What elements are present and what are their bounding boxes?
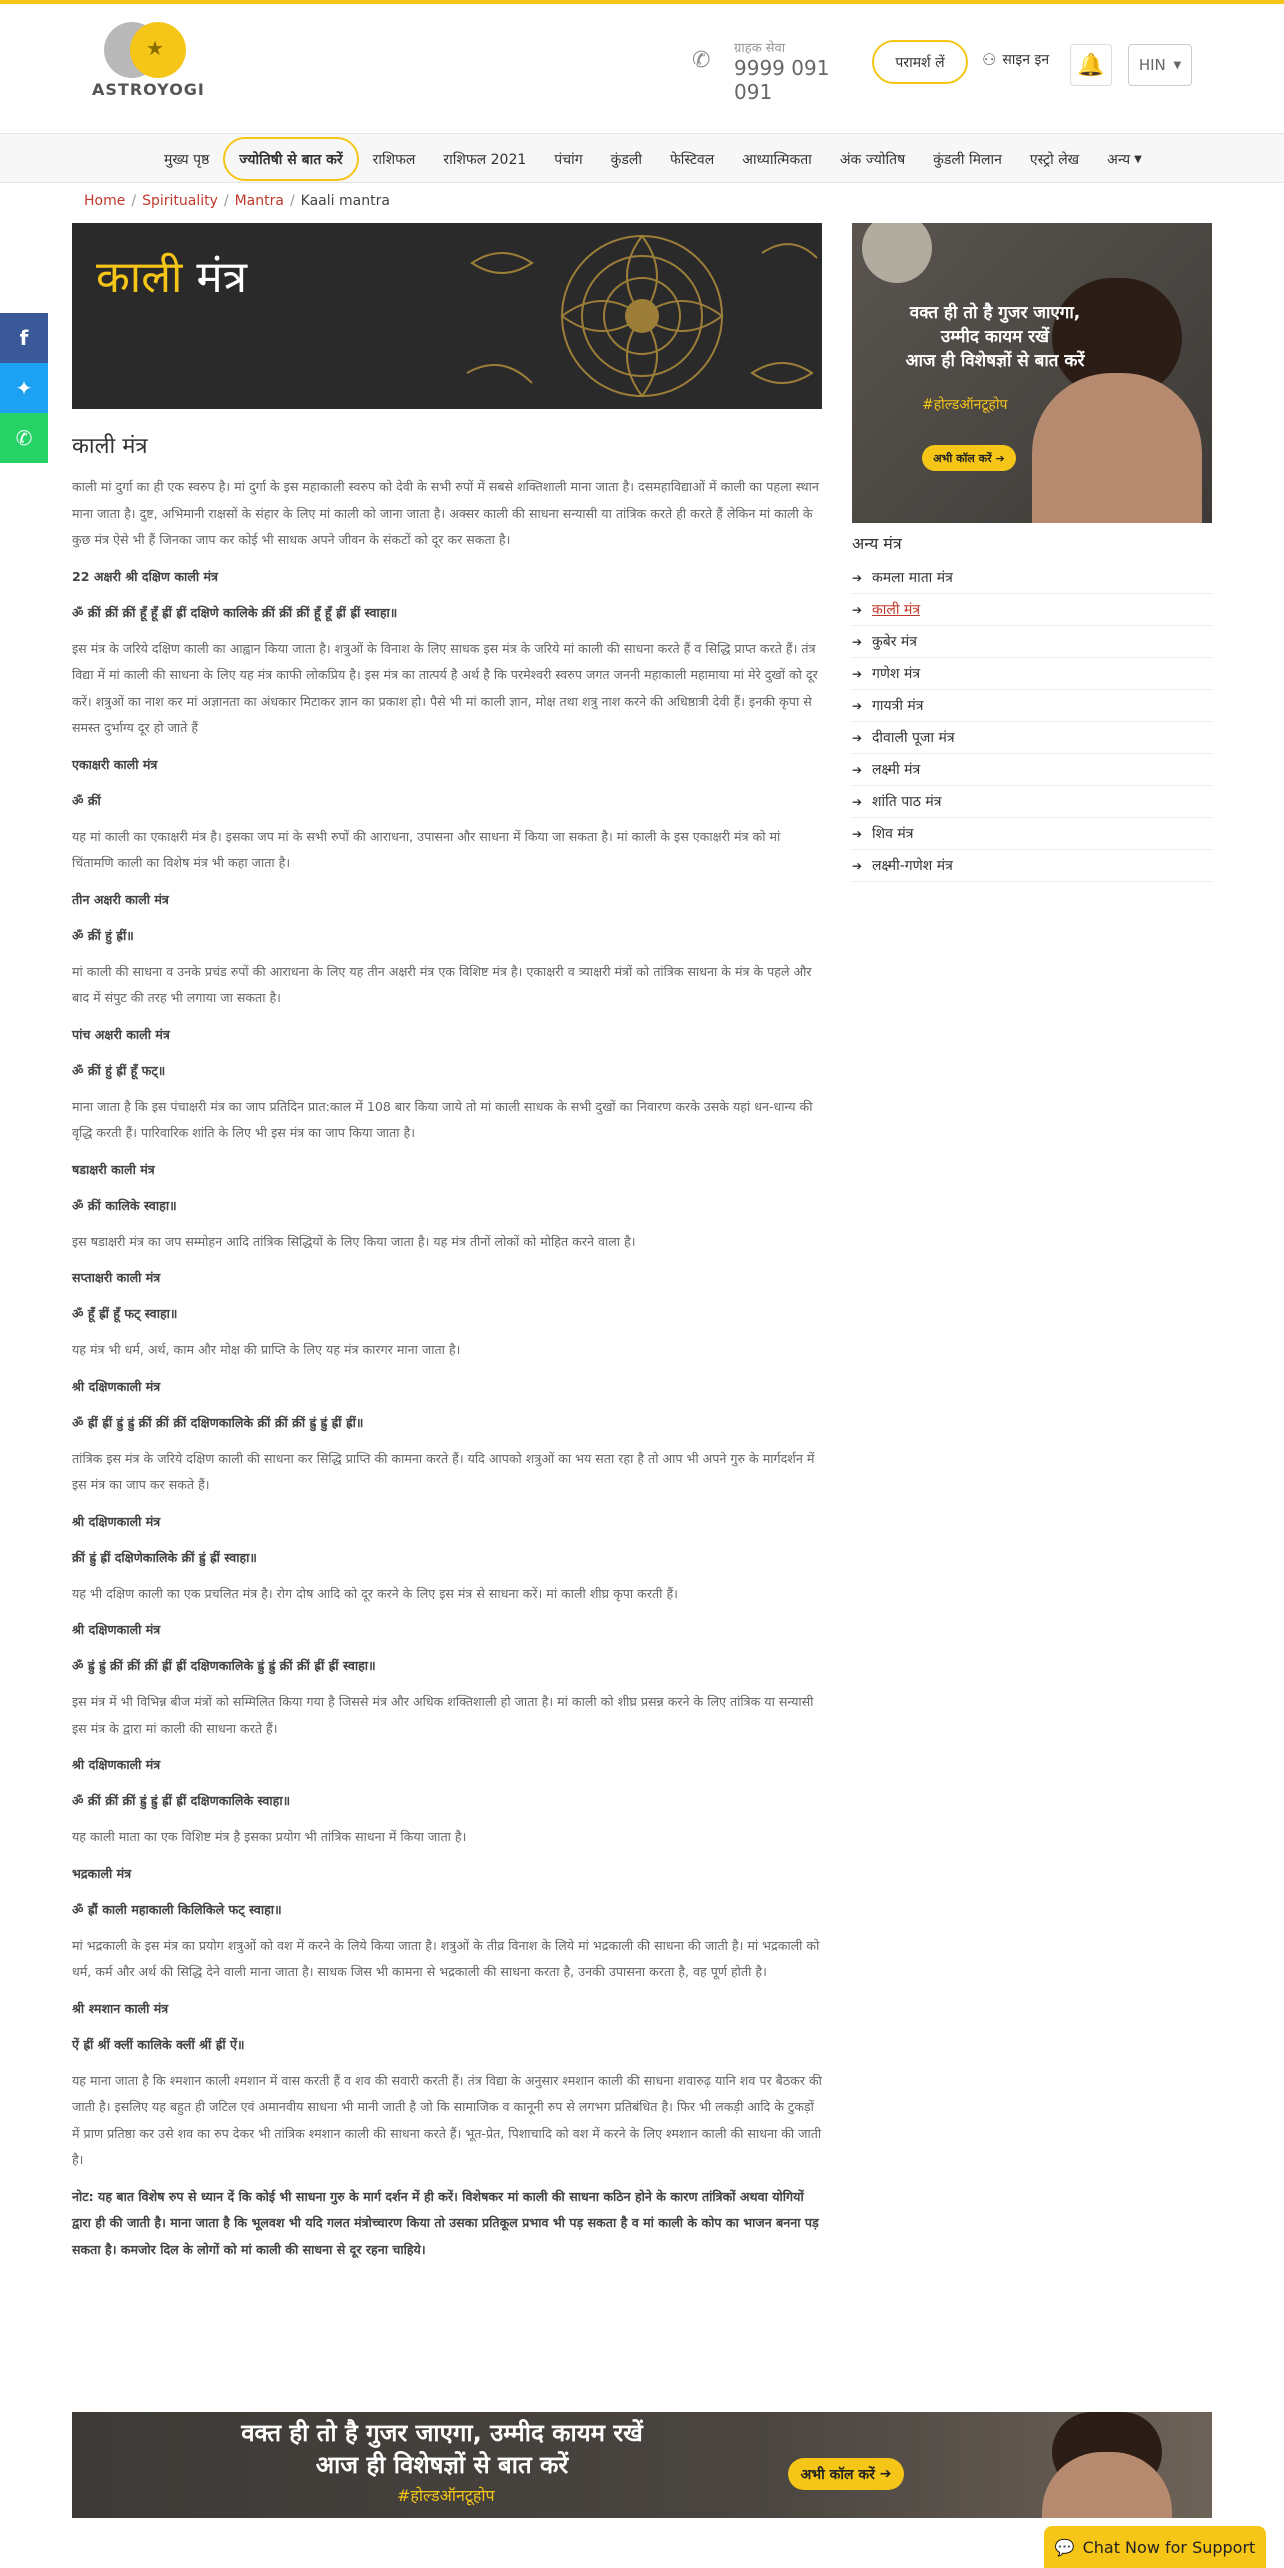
bottom-banner-call-button[interactable] — [788, 2458, 904, 2490]
bottom-banner-hashtag: #होल्डऑनटूहोप — [397, 2486, 495, 2505]
hero-title-rest: मंत्र — [196, 252, 248, 303]
chat-icon: 💬 — [1054, 2537, 1075, 2557]
social-share-bar — [0, 313, 48, 463]
article-paragraph: यह भी दक्षिण काली का एक प्रचलित मंत्र है। रोग दोष आदि को दूर करने के लिए इस मंत्र से साधना करें। मां काली शीघ्र कृपा करती हैं। — [72, 1585, 678, 1601]
article-body — [72, 474, 822, 2263]
article-heading: एकाक्षरी काली मंत्र — [72, 756, 158, 772]
arrow-right-icon: ➔ — [852, 858, 863, 873]
article-heading: ॐ ह्रुं ह्रुं क्रीं क्रीं क्रीं ह्रीं ह्रीं दक्षिणकालिके ह्रुं ह्रुं क्रीं क्रीं ह्रीं ह्रीं स्वाहा॥ — [72, 1658, 376, 1673]
arrow-right-icon: ➔ — [852, 730, 863, 745]
other-mantra-item[interactable] — [852, 562, 1212, 594]
banner-person-image — [1032, 373, 1202, 523]
nav-item-talk-to-astrologer[interactable]: ज्योतिषी से बात करें — [223, 137, 358, 181]
breadcrumb-home[interactable]: Home — [84, 193, 126, 209]
article-heading: षडाक्षरी काली मंत्र — [72, 1161, 155, 1177]
other-mantras-list — [852, 562, 1212, 882]
other-mantra-label: गणेश मंत्र — [872, 666, 921, 682]
helpline[interactable] — [692, 38, 862, 104]
article-heading: क्रीं ह्रुं ह्रीं दक्षिणेकालिके क्रीं ह्रुं ह्रीं स्वाहा॥ — [72, 1549, 257, 1565]
article-paragraph: यह काली माता का एक विशिष्ट मंत्र है इसका प्रयोग भी तांत्रिक साधना में किया जाता है। — [72, 1829, 467, 1844]
article-paragraph: तांत्रिक इस मंत्र के जरिये दक्षिण काली की साधना कर सिद्धि प्राप्ति की कामना करते हैं। यदि आपको शत्रुओं का भय सता रहा है तो आप भी अपने गुरु के मार्गदर्शन में इस मंत्र का जाप कर सकते हैं। — [72, 1450, 815, 1492]
nav-more-label: अन्य — [1107, 151, 1131, 168]
sidebar-banner-cta-label: अभी कॉल करें — [933, 451, 992, 465]
other-mantra-label: लक्ष्मी-गणेश मंत्र — [872, 858, 953, 874]
facebook-icon: f — [19, 326, 29, 350]
chevron-down-icon: ▼ — [1173, 59, 1182, 71]
nav-item-festival[interactable]: फेस्टिवल — [670, 151, 715, 168]
arrow-right-icon: ➔ — [852, 602, 863, 617]
article-heading: श्री दक्षिणकाली मंत्र — [72, 1757, 161, 1772]
other-mantra-item[interactable] — [852, 626, 1212, 658]
article-paragraph: इस मंत्र के जरिये दक्षिण काली का आह्वान किया जाता है। शत्रुओं के विनाश के लिए साधक इस मंत्र के जरिये मां काली की साधना करते हैं व सिद्धि प्राप्त करते हैं। तंत्र विद्या में मां काली की साधना के लिए यह मंत्र काफी लोकप्रिय है। इस मंत्र का तात्पर्य है अर्थ है कि परमेश्वरी स्वरुप जगत जननी महाकाली महामाया मां मेरे दुखों को दूर करें। शत्रुओं का नाश कर मां अज्ञानता का अंधकार मिटाकर ज्ञान का प्रकाश हो। पैसे भी मां काली ज्ञान, मोक्ष तथा शत्रु नाश करने की अधिष्ठात्री देवी हैं। इनकी कृपा से समस्त दुर्भाग्य दूर हो जाते हैं — [72, 640, 818, 735]
article-paragraph: इस षडाक्षरी मंत्र का जप सम्मोहन आदि तांत्रिक सिद्धियों के लिए किया जाता है। यह मंत्र तीनों लोकों को मोहित करने वाला है। — [72, 1233, 636, 1249]
article-paragraph: यह मां काली का एकाक्षरी मंत्र है। इसका जप मां के सभी रुपों की आराधना, उपासना और साधना में किया जा सकता है। मां काली के इस एकाक्षरी मंत्र को मां चिंतामणि काली का विशेष मंत्र भी कहा जाता है। — [72, 828, 781, 870]
article-paragraph: यह माना जाता है कि श्मशान काली श्मशान में वास करती हैं व शव की सवारी करती हैं। तंत्र विद्या के अनुसार श्मशान काली की साधना शवारुढ़ यानि शव पर बैठकर की जाती है। इसलिए यह बहुत ही जटिल एवं अमानवीय साधना भी मानी जाती है जो कि सामाजिक व कानूनी रुप से लगभग प्रतिबंधित है। फिर भी लकड़ी आदि के टुकड़ों में प्राण प्रतिष्ठा कर उसे शव का रुप देकर भी तांत्रिक श्मशान काली की साधना करते हैं। भूत-प्रेत, पिशाचादि को वश में करने के लिए श्मशान काली की साधना की जाती है। — [72, 2072, 822, 2167]
article-heading: ॐ क्रीं — [72, 792, 101, 808]
article-paragraph: यह मंत्र भी धर्म, अर्थ, काम और मोक्ष की प्राप्ति के लिए यह मंत्र कारगर माना जाता है। — [72, 1342, 461, 1357]
caret-down-icon: ▼ — [1134, 153, 1142, 165]
sidebar-banner-line2: उम्मीद कायम रखें — [940, 327, 1050, 347]
nav-item-horoscope[interactable]: राशिफल — [372, 151, 416, 168]
signin-label: साइन इन — [1002, 52, 1050, 68]
article-heading: सप्ताक्षरी काली मंत्र — [72, 1270, 161, 1285]
article-note: नोट: यह बात विशेष रुप से ध्यान दें कि कोई भी साधना गुरु के मार्ग दर्शन में ही करें। विशेषकर मां काली की साधना कठिन होने के कारण तांत्रिकों अथवा योगियों द्वारा ही की जाती है। माना जाता है कि भूलवश भी यदि गलत मंत्रोच्चारण किया तो उसका प्रतिकूल प्रभाव भी पड़ सकता है व मां काली के कोप का भाजन बनना पड़ सकता है। कमजोर दिल के लोगों को मां काली की साधना से दूर रहना चाहिये। — [72, 2188, 819, 2257]
arrow-right-icon: ➔ — [852, 794, 863, 809]
article — [72, 430, 822, 2263]
sidebar-banner-hashtag: #होल्डऑनटूहोप — [922, 397, 1008, 413]
article-heading: ॐ क्रीं हुं ह्रीं हूँ फट्॥ — [72, 1062, 166, 1078]
logo-text: ASTROYOGI — [92, 80, 205, 99]
hero-title-accent: काली — [96, 252, 183, 303]
helpline-label: ग्राहक सेवा — [734, 41, 786, 56]
article-heading: श्री दक्षिणकाली मंत्र — [72, 1513, 161, 1529]
breadcrumb-current: Kaali mantra — [300, 193, 390, 209]
other-mantra-item[interactable] — [852, 754, 1212, 786]
breadcrumb-spirituality[interactable]: Spirituality — [142, 193, 218, 209]
other-mantras-title: अन्य मंत्र — [852, 534, 902, 553]
nav-item-panchang[interactable]: पंचांग — [554, 151, 583, 168]
breadcrumb — [84, 193, 390, 209]
article-paragraph: मां भद्रकाली के इस मंत्र का प्रयोग शत्रुओं को वश में करने के लिये किया जाता है। शत्रुओं के तीव्र विनाश के लिये मां भद्रकाली की साधना की जाती है। मां भद्रकाली को धर्म, कर्म और अर्थ की सिद्धि देने वाली माना जाता है। साधक जिस भी कामना से भद्रकाली की साधना करता है, उनकी उपासना करता है, वह पूर्ण होती है। — [72, 1937, 820, 1979]
bottom-promo-banner[interactable] — [72, 2412, 1212, 2518]
other-mantra-label: काली मंत्र — [872, 602, 921, 618]
article-paragraph: माना जाता है कि इस पंचाक्षरी मंत्र का जाप प्रतिदिन प्रात:काल में 108 बार किया जाये तो मां काली साधक के सभी दुखों का निवारण करके उसके यहां धन-धान्य की वृद्धि करती हैं। पारिवारिक शांति के लिए भी इस मंत्र का जाप किया जाता है। — [72, 1098, 813, 1140]
nav-item-more[interactable] — [1093, 137, 1156, 181]
article-heading: श्री दक्षिणकाली मंत्र — [72, 1378, 161, 1394]
sidebar-promo-banner[interactable] — [852, 223, 1212, 523]
nav-item-home[interactable]: मुख्य पृष्ठ — [164, 151, 210, 168]
nav-item-horoscope-2021[interactable]: राशिफल 2021 — [443, 151, 527, 168]
other-mantra-item[interactable] — [852, 850, 1212, 882]
breadcrumb-separator: / — [131, 193, 137, 209]
other-mantra-item[interactable] — [852, 818, 1212, 850]
nav-item-numerology[interactable]: अंक ज्योतिष — [839, 151, 906, 168]
other-mantra-item[interactable] — [852, 594, 1212, 626]
arrow-right-icon: ➔ — [852, 666, 863, 681]
breadcrumb-mantra[interactable]: Mantra — [234, 193, 284, 209]
hero-banner — [72, 223, 822, 409]
arrow-right-icon: ➔ — [852, 634, 863, 649]
other-mantra-label: कमला माता मंत्र — [872, 570, 953, 586]
other-mantra-item[interactable] — [852, 690, 1212, 722]
chat-support-label: Chat Now for Support — [1082, 2537, 1256, 2557]
article-heading: ॐ हूँ ह्रीं हूँ फट् स्वाहा॥ — [72, 1306, 178, 1321]
breadcrumb-separator: / — [289, 193, 295, 209]
language-value: HIN — [1138, 56, 1166, 74]
article-heading: ॐ क्रीं क्रीं क्रीं हूँ हूँ ह्रीं ह्रीं दक्षिणे कालिके क्रीं क्रीं क्रीं हूँ हूँ ह्रीं ह्रीं स्वाहा॥ — [72, 604, 398, 620]
other-mantra-label: कुबेर मंत्र — [872, 634, 918, 650]
sidebar-banner-line3: आज ही विशेषज्ञों से बात करें — [905, 351, 1085, 371]
arrow-right-icon: ➔ — [995, 451, 1005, 465]
sidebar-banner-line1: वक्त ही तो है गुजर जाएगा, — [909, 303, 1081, 323]
language-select[interactable] — [1128, 44, 1192, 86]
astroyogi-logo[interactable] — [90, 20, 205, 110]
bottom-banner-line2: आज ही विशेषज्ञों से बात करें — [315, 2451, 569, 2479]
helpline-number[interactable]: 9999 091 091 — [734, 56, 830, 104]
twitter-share-button[interactable] — [0, 363, 48, 413]
logo-mark-icon: ★ — [146, 36, 164, 60]
arrow-right-icon: ➔ — [852, 698, 863, 713]
twitter-icon: ✦ — [15, 376, 33, 400]
article-heading: भद्रकाली मंत्र — [72, 1865, 132, 1881]
article-heading: ॐ क्रीं हुं ह्रीं॥ — [72, 927, 134, 943]
other-mantra-item[interactable] — [852, 658, 1212, 690]
article-heading: ॐ ह्रौं काली महाकाली किलिकिले फट् स्वाहा॥ — [72, 1901, 282, 1917]
main-nav — [0, 133, 1284, 183]
nav-item-kundli[interactable]: कुंडली — [610, 151, 642, 168]
article-heading: तीन अक्षरी काली मंत्र — [72, 891, 169, 907]
hero-mandala-pattern — [462, 223, 822, 409]
article-heading: ऐं ह्रीं श्रीं क्लीं कालिके क्लीं श्रीं ह्रीं ऐं॥ — [72, 2036, 245, 2052]
article-paragraph: काली मां दुर्गा का ही एक स्वरुप है। मां दुर्गा के इस महाकाली स्वरुप को देवी के सभी रुपों में सबसे शक्तिशाली माना जाता है। दसमहाविद्याओं में काली का पहला स्थान माना जाता है। दुष्ट, अभिमानी राक्षसों के संहार के लिए मां काली को जाना जाता है। अक्सर काली की साधना सन्यासी या तांत्रिक करते ही करते हैं लेकिन मां काली के कुछ मंत्र ऐसे भी हैं जिनका जाप कर कोई भी साधक अपने जीवन के संकटों को दूर कर सकता है। — [72, 479, 819, 547]
nav-item-spirituality[interactable]: आध्यात्मिकता — [742, 151, 812, 168]
article-heading: ॐ ह्रीं ह्रीं ह्रुं ह्रुं क्रीं क्रीं क्रीं दक्षिणकालिके क्रीं क्रीं क्रीं ह्रुं ह्रुं ह्रीं ह्रीं॥ — [72, 1414, 364, 1430]
hero-title — [96, 245, 247, 305]
other-mantra-label: गायत्री मंत्र — [872, 698, 924, 714]
breadcrumb-separator: / — [223, 193, 229, 209]
arrow-right-icon: ➔ — [879, 2466, 892, 2482]
article-heading: श्री श्मशान काली मंत्र — [72, 2000, 169, 2016]
article-paragraph: इस मंत्र में भी विभिन्न बीज मंत्रों को सम्मिलित किया गया है जिससे मंत्र और अधिक शक्तिशाली हो जाता है। मां काली को शीघ्र प्रसन्न करने के लिए तांत्रिक या सन्यासी इस मंत्र के द्वारा मां काली की साधना करते हैं। — [72, 1694, 814, 1736]
chat-support-button[interactable] — [1044, 2526, 1266, 2568]
bell-icon: 🔔 — [1077, 52, 1105, 78]
user-icon: ⚇ — [982, 50, 997, 69]
facebook-share-button[interactable] — [0, 313, 48, 363]
phone-icon: ✆ — [692, 48, 711, 73]
other-mantra-item[interactable] — [852, 722, 1212, 754]
sidebar-banner-call-button[interactable] — [922, 445, 1016, 471]
bottom-banner-line1: वक्त ही तो है गुजर जाएगा, उम्मीद कायम रखें — [241, 2419, 643, 2447]
article-paragraph: मां काली की साधना व उनके प्रचंड रुपों की आराधना के लिए यह तीन अक्षरी मंत्र एक विशिष्ट मंत्र है। एकाक्षरी व त्र्याक्षरी मंत्रों को तांत्रिक साधना के मंत्र के पहले और बाद में संपुट की तरह भी लगाया जा सकता है। — [72, 963, 812, 1005]
nav-list — [150, 134, 1156, 184]
other-mantra-item[interactable] — [852, 786, 1212, 818]
article-heading: श्री दक्षिणकाली मंत्र — [72, 1622, 161, 1637]
nav-item-astro-articles[interactable]: एस्ट्रो लेख — [1029, 151, 1080, 168]
bottom-banner-cta-label: अभी कॉल करें — [800, 2466, 875, 2483]
page-title: काली मंत्र — [72, 434, 148, 459]
banner-decor-circle — [862, 223, 932, 283]
whatsapp-icon: ✆ — [15, 426, 33, 450]
other-mantra-label: लक्ष्मी मंत्र — [872, 762, 921, 778]
consult-button[interactable]: परामर्श लें — [872, 40, 968, 84]
other-mantra-label: शांति पाठ मंत्र — [872, 794, 942, 810]
nav-item-kundli-matching[interactable]: कुंडली मिलान — [933, 151, 1002, 168]
arrow-right-icon: ➔ — [852, 762, 863, 777]
other-mantra-label: शिव मंत्र — [872, 826, 914, 842]
notification-button[interactable] — [1070, 44, 1112, 86]
article-heading: ॐ क्रीं क्रीं क्रीं ह्रुं ह्रुं ह्रीं ह्रीं दक्षिणकालिके स्वाहा॥ — [72, 1793, 291, 1808]
whatsapp-share-button[interactable] — [0, 413, 48, 463]
signin-link[interactable] — [982, 50, 1049, 69]
site-header — [0, 4, 1284, 133]
arrow-right-icon: ➔ — [852, 570, 863, 585]
arrow-right-icon: ➔ — [852, 826, 863, 841]
article-heading: ॐ क्रीं कालिके स्वाहा॥ — [72, 1197, 177, 1213]
article-heading: 22 अक्षरी श्री दक्षिण काली मंत्र — [72, 568, 218, 584]
other-mantra-label: दीवाली पूजा मंत्र — [872, 730, 955, 746]
article-heading: पांच अक्षरी काली मंत्र — [72, 1026, 170, 1042]
